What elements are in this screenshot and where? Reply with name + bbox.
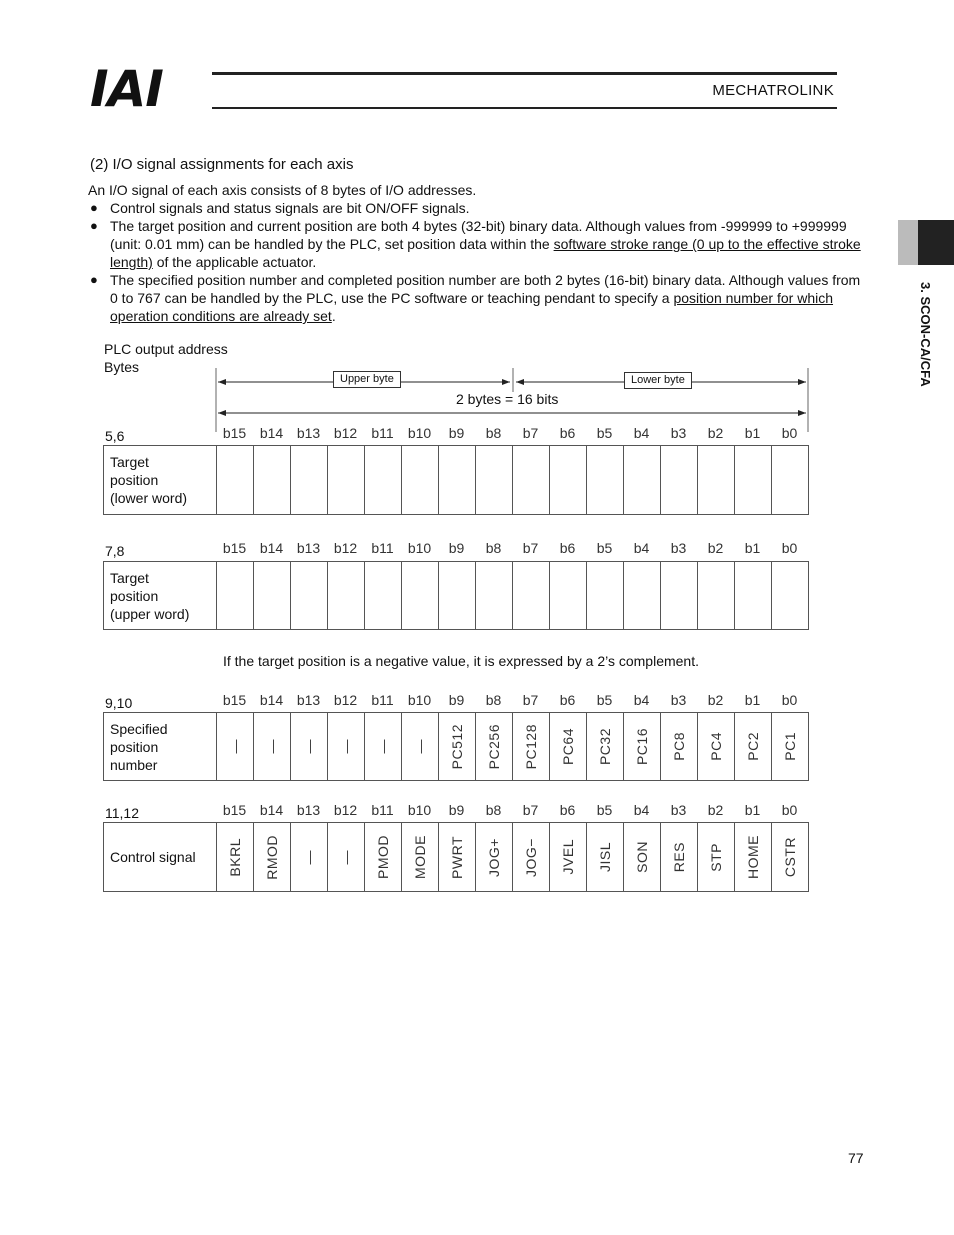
upper-byte-label: Upper byte: [333, 371, 401, 388]
cell-content: [735, 823, 771, 891]
cell-content: [513, 823, 549, 891]
cell-content: [698, 713, 734, 780]
bit-label: b14: [259, 540, 284, 556]
bit-label: b9: [448, 802, 465, 818]
bit-cell: [328, 446, 365, 515]
bit-cell: [698, 562, 735, 630]
bit-label: b14: [259, 802, 284, 818]
bit-label: b6: [559, 425, 576, 441]
bit-label: b5: [596, 425, 613, 441]
cell-content: [254, 823, 290, 891]
cell-content: [217, 823, 253, 891]
bullet-text: The target position and current position are both 4 bytes (32-bit) binary data. Although values from -999999 to +999999 (unit: 0.01 mm) can be handled by the PLC, set position data within the: [110, 218, 847, 252]
bit-label: b13: [296, 425, 321, 441]
bit-cell: [476, 562, 513, 630]
bit-cell: [513, 562, 550, 630]
bit-cell: [365, 823, 402, 892]
bit-label: b13: [296, 540, 321, 556]
bit-cell: [661, 446, 698, 515]
bit-table: [103, 561, 809, 630]
bit-label: b7: [522, 540, 539, 556]
bit-signal: JOG+: [486, 837, 502, 877]
bit-signal: PC32: [597, 727, 613, 766]
bit-label: b15: [222, 802, 247, 818]
bit-label: b6: [559, 802, 576, 818]
bit-label: b1: [744, 540, 761, 556]
bit-label: b8: [485, 425, 502, 441]
bit-cell: [772, 446, 809, 515]
bit-cell: [291, 446, 328, 515]
cell-content: [661, 823, 697, 891]
cell-content: [217, 713, 253, 780]
bit-label: b4: [633, 802, 650, 818]
plc-output-label: PLC output address: [104, 341, 228, 357]
cell-content: [476, 713, 512, 780]
bit-cell: [402, 713, 439, 781]
bullet-text: Control signals and status signals are bit ON/OFF signals.: [110, 200, 470, 216]
address-label: 5,6: [105, 428, 125, 444]
cell-content: [291, 713, 327, 780]
lower-byte-label: Lower byte: [624, 372, 692, 389]
bit-cell: [402, 446, 439, 515]
bit-cell: [513, 823, 550, 892]
cell-content: [624, 823, 660, 891]
bit-label: b1: [744, 692, 761, 708]
bit-cell: [254, 562, 291, 630]
cell-content: [402, 823, 438, 891]
bit-label: b0: [781, 425, 798, 441]
side-tab-dark: [918, 220, 954, 265]
bit-cell: [550, 713, 587, 781]
bit-cell: [735, 446, 772, 515]
bit-signal: —: [264, 739, 280, 754]
bullet-item: [90, 271, 870, 325]
bit-cell: [217, 713, 254, 781]
bit-cell: [217, 823, 254, 892]
bit-label: b13: [296, 802, 321, 818]
bit-signal: JVEL: [560, 839, 576, 875]
bit-signal: STP: [708, 842, 724, 872]
bit-label: b8: [485, 802, 502, 818]
bit-label: b12: [333, 692, 358, 708]
header-rule-bottom: [212, 107, 837, 109]
bit-label: b12: [333, 425, 358, 441]
bit-cell: [328, 713, 365, 781]
bit-signal: HOME: [745, 835, 761, 879]
bit-label: b11: [371, 540, 394, 556]
bit-signal: —: [375, 739, 391, 754]
twos-complement-note: If the target position is a negative value, it is expressed by a 2’s complement.: [223, 653, 699, 669]
bit-label: b9: [448, 425, 465, 441]
bullet-text: .: [331, 308, 336, 324]
bullet-text: of the applicable actuator.: [152, 254, 317, 270]
bit-signal: —: [301, 849, 317, 865]
cell-content: [365, 823, 401, 891]
bit-signal: —: [412, 739, 428, 754]
bit-table: [103, 712, 809, 781]
bit-label: b9: [448, 540, 465, 556]
bit-label: b2: [707, 425, 724, 441]
bit-cell: [513, 713, 550, 781]
bit-cell: [291, 562, 328, 630]
bit-cell: [402, 562, 439, 630]
bullet-icon: ●: [90, 200, 98, 215]
bit-cell: [735, 562, 772, 630]
cell-content: [513, 713, 549, 780]
bullet-icon: ●: [90, 218, 98, 233]
bit-signal: PC1: [782, 732, 798, 761]
cell-content: [587, 823, 623, 891]
bit-cell: [476, 446, 513, 515]
header-title: MECHATROLINK: [712, 82, 834, 99]
bullet-item: [90, 199, 870, 217]
bit-cell: [624, 713, 661, 781]
bit-cell: [698, 713, 735, 781]
side-tab-light: [898, 220, 918, 265]
cell-content: [550, 713, 586, 780]
bit-label: b3: [670, 802, 687, 818]
cell-content: [772, 713, 808, 780]
bit-label: b7: [522, 692, 539, 708]
signal-name: Target position (lower word): [104, 446, 217, 515]
cell-content: [402, 713, 438, 780]
underlined-text: position number for which operation conditions are already set: [110, 290, 834, 324]
cell-content: [328, 823, 364, 891]
bit-table: [103, 822, 809, 892]
side-tab-label: 3. SCON-CA/CFA: [918, 282, 933, 387]
bit-cell: [439, 823, 476, 892]
bit-cell: [550, 823, 587, 892]
bits16-label: 2 bytes = 16 bits: [456, 391, 559, 407]
bit-label: b5: [596, 540, 613, 556]
bit-label: b11: [371, 802, 394, 818]
bit-label: b8: [485, 692, 502, 708]
bit-label: b7: [522, 802, 539, 818]
bit-label: b12: [333, 540, 358, 556]
bullet-list: [90, 199, 870, 325]
cell-content: [439, 823, 475, 891]
bit-label: b0: [781, 540, 798, 556]
bit-cell: [772, 562, 809, 630]
bit-label: b1: [744, 802, 761, 818]
bit-cell: [624, 562, 661, 630]
bit-signal: PC8: [671, 732, 687, 761]
cell-content: [365, 713, 401, 780]
bit-label: b5: [596, 802, 613, 818]
bit-cell: [587, 562, 624, 630]
bit-label: b11: [371, 692, 394, 708]
bit-label: b0: [781, 802, 798, 818]
section-heading: (2) I/O signal assignments for each axis: [90, 156, 354, 173]
bit-cell: [365, 713, 402, 781]
bit-table: [103, 445, 809, 515]
bit-cell: [439, 446, 476, 515]
cell-content: [254, 713, 290, 780]
bit-label: b14: [259, 425, 284, 441]
bit-cell: [772, 713, 809, 781]
signal-name: Control signal: [104, 823, 217, 892]
underlined-text: software stroke range (0 up to the effective stroke length): [110, 236, 861, 270]
bit-label: b14: [259, 692, 284, 708]
bit-label: b3: [670, 540, 687, 556]
bit-cell: [587, 823, 624, 892]
bit-cell: [587, 713, 624, 781]
bit-signal: —: [338, 739, 354, 754]
bit-signal: PC512: [449, 723, 465, 770]
bit-signal: —: [227, 739, 243, 754]
address-label: 9,10: [105, 695, 133, 711]
bit-label: b3: [670, 692, 687, 708]
bit-label: b6: [559, 540, 576, 556]
cell-content: [698, 823, 734, 891]
bit-signal: BKRL: [227, 837, 243, 877]
bit-cell: [661, 562, 698, 630]
bit-label: b15: [222, 540, 247, 556]
bit-signal: JOG−: [523, 837, 539, 877]
cell-content: [476, 823, 512, 891]
cell-content: [291, 823, 327, 891]
bit-signal: —: [301, 739, 317, 754]
bit-label: b2: [707, 802, 724, 818]
header-rule-top: [212, 72, 837, 75]
bit-label: b2: [707, 692, 724, 708]
address-label: 11,12: [105, 805, 139, 821]
bit-label: b1: [744, 425, 761, 441]
bit-cell: [587, 446, 624, 515]
bit-cell: [698, 823, 735, 892]
bit-signal: PC256: [486, 723, 502, 770]
cell-content: [772, 823, 808, 891]
cell-content: [587, 713, 623, 780]
intro-text: An I/O signal of each axis consists of 8 bytes of I/O addresses.: [88, 182, 477, 198]
bit-cell: [772, 823, 809, 892]
cell-content: [328, 713, 364, 780]
bit-cell: [698, 446, 735, 515]
bit-label: b0: [781, 692, 798, 708]
bit-label: b13: [296, 692, 321, 708]
bit-signal: CSTR: [782, 836, 798, 878]
bit-cell: [217, 562, 254, 630]
signal-name: Target position (upper word): [104, 562, 217, 630]
bit-label: b9: [448, 692, 465, 708]
bit-cell: [513, 446, 550, 515]
bit-cell: [624, 446, 661, 515]
bit-label: b15: [222, 425, 247, 441]
bit-cell: [476, 823, 513, 892]
bit-cell: [254, 713, 291, 781]
bit-label: b2: [707, 540, 724, 556]
bit-label: b7: [522, 425, 539, 441]
bit-label: b12: [333, 802, 358, 818]
bit-cell: [476, 713, 513, 781]
bit-cell: [439, 562, 476, 630]
bullet-text: The specified position number and completed position number are both 2 bytes (16-bit) binary data. Although values from 0 to 767 can be handled by the PLC, use the PC software or teaching pendant to specify a: [110, 272, 861, 306]
bit-label: b10: [407, 802, 432, 818]
bit-cell: [439, 713, 476, 781]
bit-cell: [328, 562, 365, 630]
bit-cell: [661, 823, 698, 892]
bit-cell: [550, 562, 587, 630]
bit-label: b10: [407, 425, 432, 441]
bit-cell: [217, 446, 254, 515]
bit-cell: [291, 713, 328, 781]
bit-label: b11: [371, 425, 394, 441]
bit-signal: PC2: [745, 732, 761, 761]
bit-signal: PWRT: [449, 835, 465, 879]
bit-signal: MODE: [412, 835, 428, 879]
bit-cell: [254, 823, 291, 892]
bit-signal: RMOD: [264, 834, 280, 880]
bullet-icon: ●: [90, 272, 98, 287]
bit-cell: [735, 713, 772, 781]
bit-cell: [661, 713, 698, 781]
bit-cell: [735, 823, 772, 892]
bit-cell: [624, 823, 661, 892]
bit-signal: JISL: [597, 841, 613, 872]
iai-logo: IAI: [90, 60, 163, 118]
bit-signal: PC4: [708, 732, 724, 761]
bit-signal: PMOD: [375, 835, 391, 879]
bit-label: b4: [633, 540, 650, 556]
bit-cell: [291, 823, 328, 892]
bit-signal: PC64: [560, 727, 576, 766]
cell-content: [735, 713, 771, 780]
bullet-item: [90, 217, 870, 271]
bit-signal: SON: [634, 841, 650, 873]
bit-label: b10: [407, 692, 432, 708]
bit-label: b4: [633, 692, 650, 708]
bit-signal: RES: [671, 841, 687, 873]
bit-cell: [550, 446, 587, 515]
bit-cell: [328, 823, 365, 892]
bit-label: b6: [559, 692, 576, 708]
bytes-label: Bytes: [104, 359, 140, 375]
signal-name: Specified position number: [104, 713, 217, 781]
address-label: 7,8: [105, 543, 125, 559]
bit-label: b8: [485, 540, 502, 556]
bit-label: b15: [222, 692, 247, 708]
bit-label: b4: [633, 425, 650, 441]
bit-cell: [402, 823, 439, 892]
bit-signal: —: [338, 849, 354, 865]
bit-signal: PC128: [523, 723, 539, 770]
page-number: 77: [848, 1150, 864, 1166]
bit-label: b3: [670, 425, 687, 441]
bit-label: b10: [407, 540, 432, 556]
cell-content: [439, 713, 475, 780]
cell-content: [550, 823, 586, 891]
bit-label: b5: [596, 692, 613, 708]
bit-cell: [365, 446, 402, 515]
cell-content: [624, 713, 660, 780]
cell-content: [661, 713, 697, 780]
bit-cell: [365, 562, 402, 630]
bit-signal: PC16: [634, 727, 650, 766]
bit-cell: [254, 446, 291, 515]
